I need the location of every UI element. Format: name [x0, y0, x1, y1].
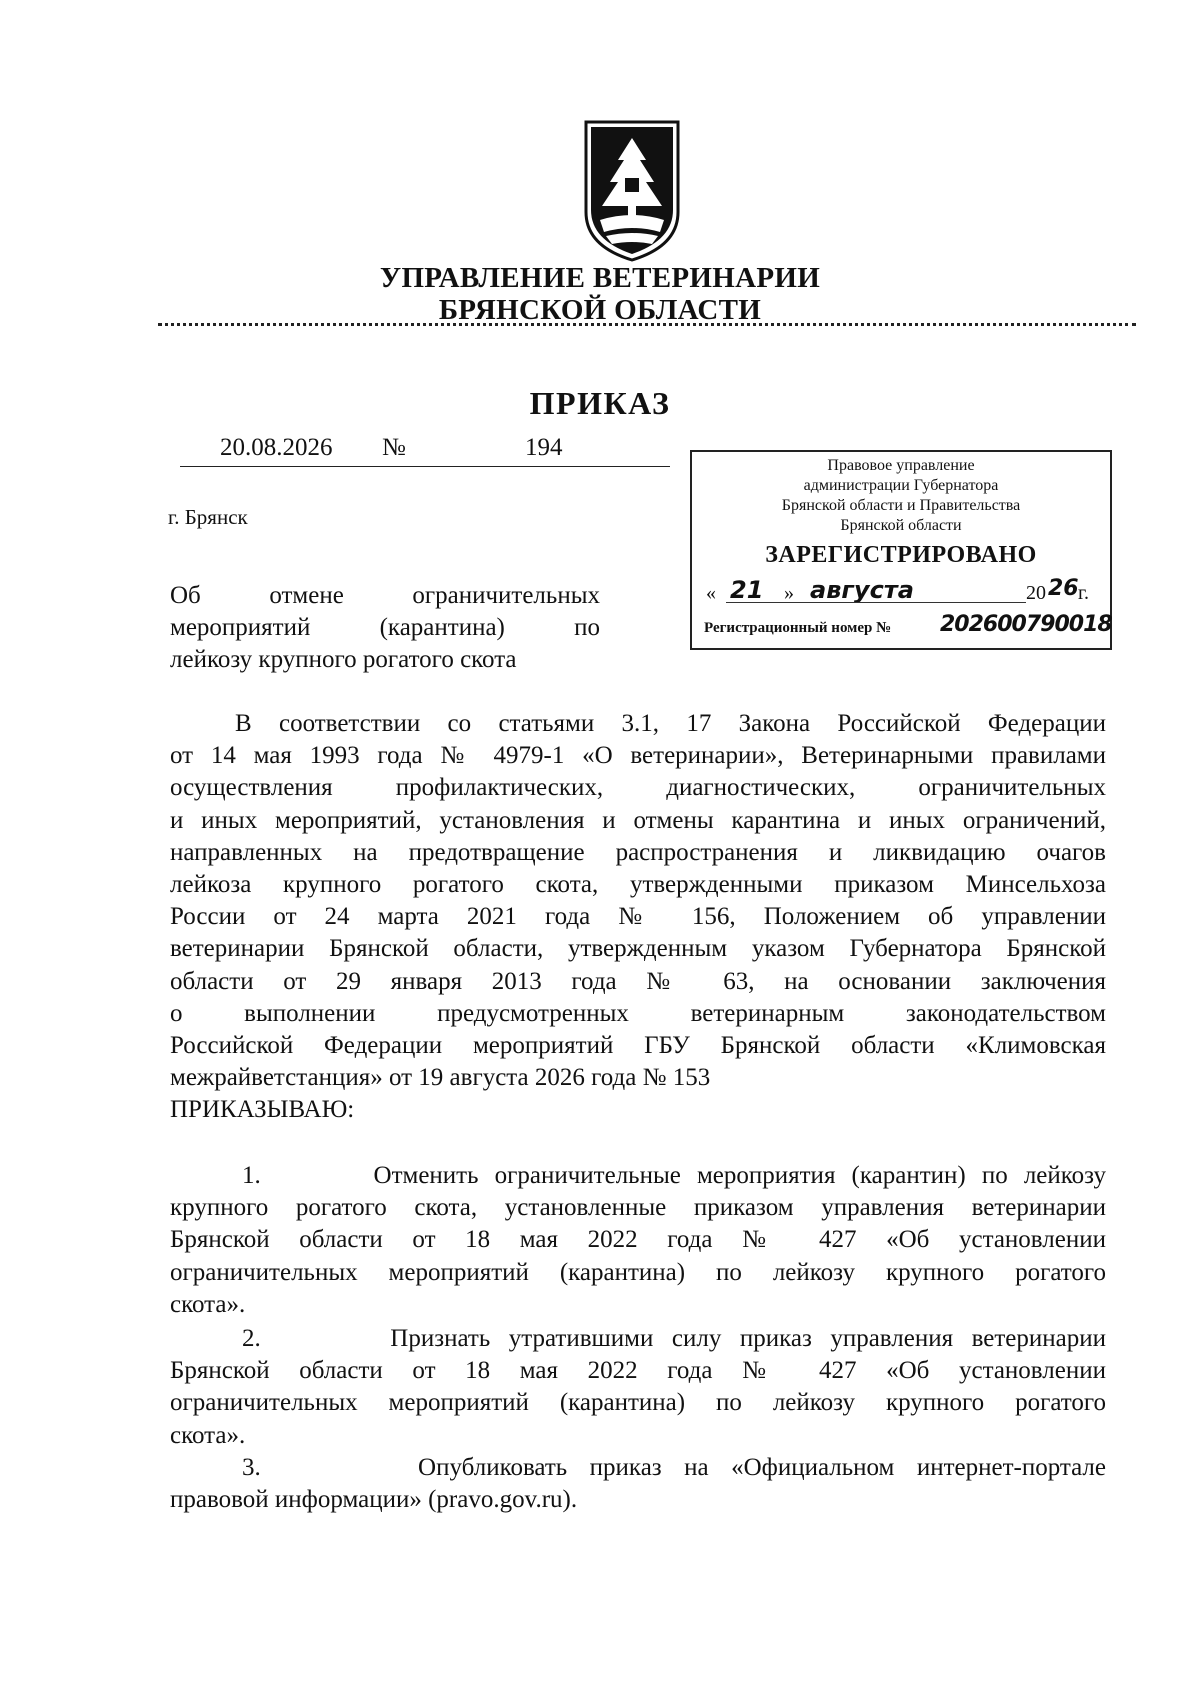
item-line: 3. Опубликовать приказ на «Официальном интернет-портале [242, 1454, 1107, 1481]
item-line: Брянской области от 18 мая 2022 года № 427 «Об установлении [170, 1357, 1106, 1385]
document-date: 20.08.2026 [220, 434, 333, 461]
item-line: ограничительных мероприятий (карантина) по лейкозу крупного рогатого [170, 1389, 1106, 1417]
stamp-reg-label: Регистрационный номер № [704, 620, 892, 636]
registration-stamp [690, 450, 1112, 650]
number-label: № [382, 434, 406, 461]
stamp-year-unit: г. [1078, 582, 1089, 604]
order-item-2 [170, 1323, 1106, 1452]
document-number: 194 [525, 434, 563, 461]
item-line: 2. Признать утратившими силу приказ управления ветеринарии [242, 1325, 1106, 1352]
item-line: крупного рогатого скота, установленные приказом управления ветеринарии [170, 1194, 1106, 1222]
stamp-date-row: « 21 » августа 20 26 г. [706, 576, 1089, 604]
item-number: 1. [242, 1162, 261, 1189]
stamp-reg-row [704, 612, 1112, 642]
order-item-1 [170, 1160, 1106, 1321]
stamp-year-prefix: 20 [1026, 582, 1046, 604]
coat-of-arms-emblem [582, 120, 682, 262]
order-item-3 [170, 1452, 1106, 1516]
document-city: г. Брянск [168, 505, 248, 529]
preamble-line: области от 29 января 2013 года № 63, на основании заключения [170, 967, 1106, 995]
item-line: скота». [170, 1290, 246, 1318]
stamp-line-1: Правовое управление [827, 457, 975, 474]
preamble-line: о выполнении предусмотренных ветеринарным законодательством [170, 999, 1106, 1027]
item-line: Брянской области от 18 мая 2022 года № 427 «Об установлении [170, 1226, 1106, 1254]
stamp-year-suffix: 26 [1048, 576, 1079, 601]
item-line: правовой информации» (pravo.gov.ru). [170, 1486, 578, 1514]
preamble-line: России от 24 марта 2021 года № 156, Положением об управлении [170, 903, 1106, 931]
organization-name-line1: УПРАВЛЕНИЕ ВЕТЕРИНАРИИ [379, 262, 821, 294]
item-line: ограничительных мероприятий (карантина) по лейкозу крупного рогатого [170, 1258, 1106, 1286]
stamp-registered-label: ЗАРЕГИСТРИРОВАНО [765, 542, 1037, 568]
preamble-line: ветеринарии Брянской области, утвержденным указом Губернатора Брянской [170, 935, 1106, 963]
stamp-reg-number: 202600790018 [940, 612, 1112, 637]
stamp-month: августа [810, 576, 914, 604]
preamble-line: и иных мероприятий, установления и отмены карантина и иных ограничений, [170, 806, 1106, 834]
date-number-line [180, 434, 670, 467]
stamp-line-4: Брянской области [840, 517, 962, 534]
subject-line-2: мероприятий (карантина) по [170, 614, 600, 641]
item-number: 3. [242, 1454, 261, 1481]
item-number: 2. [242, 1325, 261, 1352]
organization-name-line2: БРЯНСКОЙ ОБЛАСТИ [438, 294, 762, 326]
preamble-line: Российской Федерации мероприятий ГБУ Брянской области «Климовская [170, 1032, 1106, 1060]
order-word: ПРИКАЗЫВАЮ: [170, 1096, 355, 1124]
bryansk-coat-of-arms-icon [582, 120, 682, 262]
preamble-line: В соответствии со статьями 3.1, 17 Закона Российской Федерации [235, 710, 1106, 737]
item-line: скота». [170, 1421, 246, 1449]
preamble-paragraph [170, 708, 1106, 1127]
stamp-line-3: Брянской области и Правительства [781, 497, 1021, 514]
header-dotted-divider [158, 323, 1136, 326]
preamble-line: от 14 мая 1993 года № 4979-1 «О ветеринарии», Ветеринарными правилами [170, 742, 1106, 770]
document-title: ПРИКАЗ [529, 385, 671, 421]
stamp-line-2: администрации Губернатора [803, 477, 999, 494]
stamp-day: 21 [730, 576, 764, 604]
preamble-line: межрайветстанция» от 19 августа 2026 года № 153 [170, 1064, 711, 1092]
item-line: 1. Отменить ограничительные мероприятия (карантин) по лейкозу [242, 1162, 1107, 1189]
subject-line-1: Об отмене ограничительных [170, 582, 600, 609]
preamble-line: направленных на предотвращение распространения и ликвидацию очагов [170, 838, 1106, 866]
preamble-line: осуществления профилактических, диагностических, ограничительных [170, 774, 1106, 802]
subject-line-3: лейкозу крупного рогатого скота [170, 646, 517, 673]
preamble-line: лейкоза крупного рогатого скота, утвержденными приказом Минсельхоза [170, 871, 1106, 899]
